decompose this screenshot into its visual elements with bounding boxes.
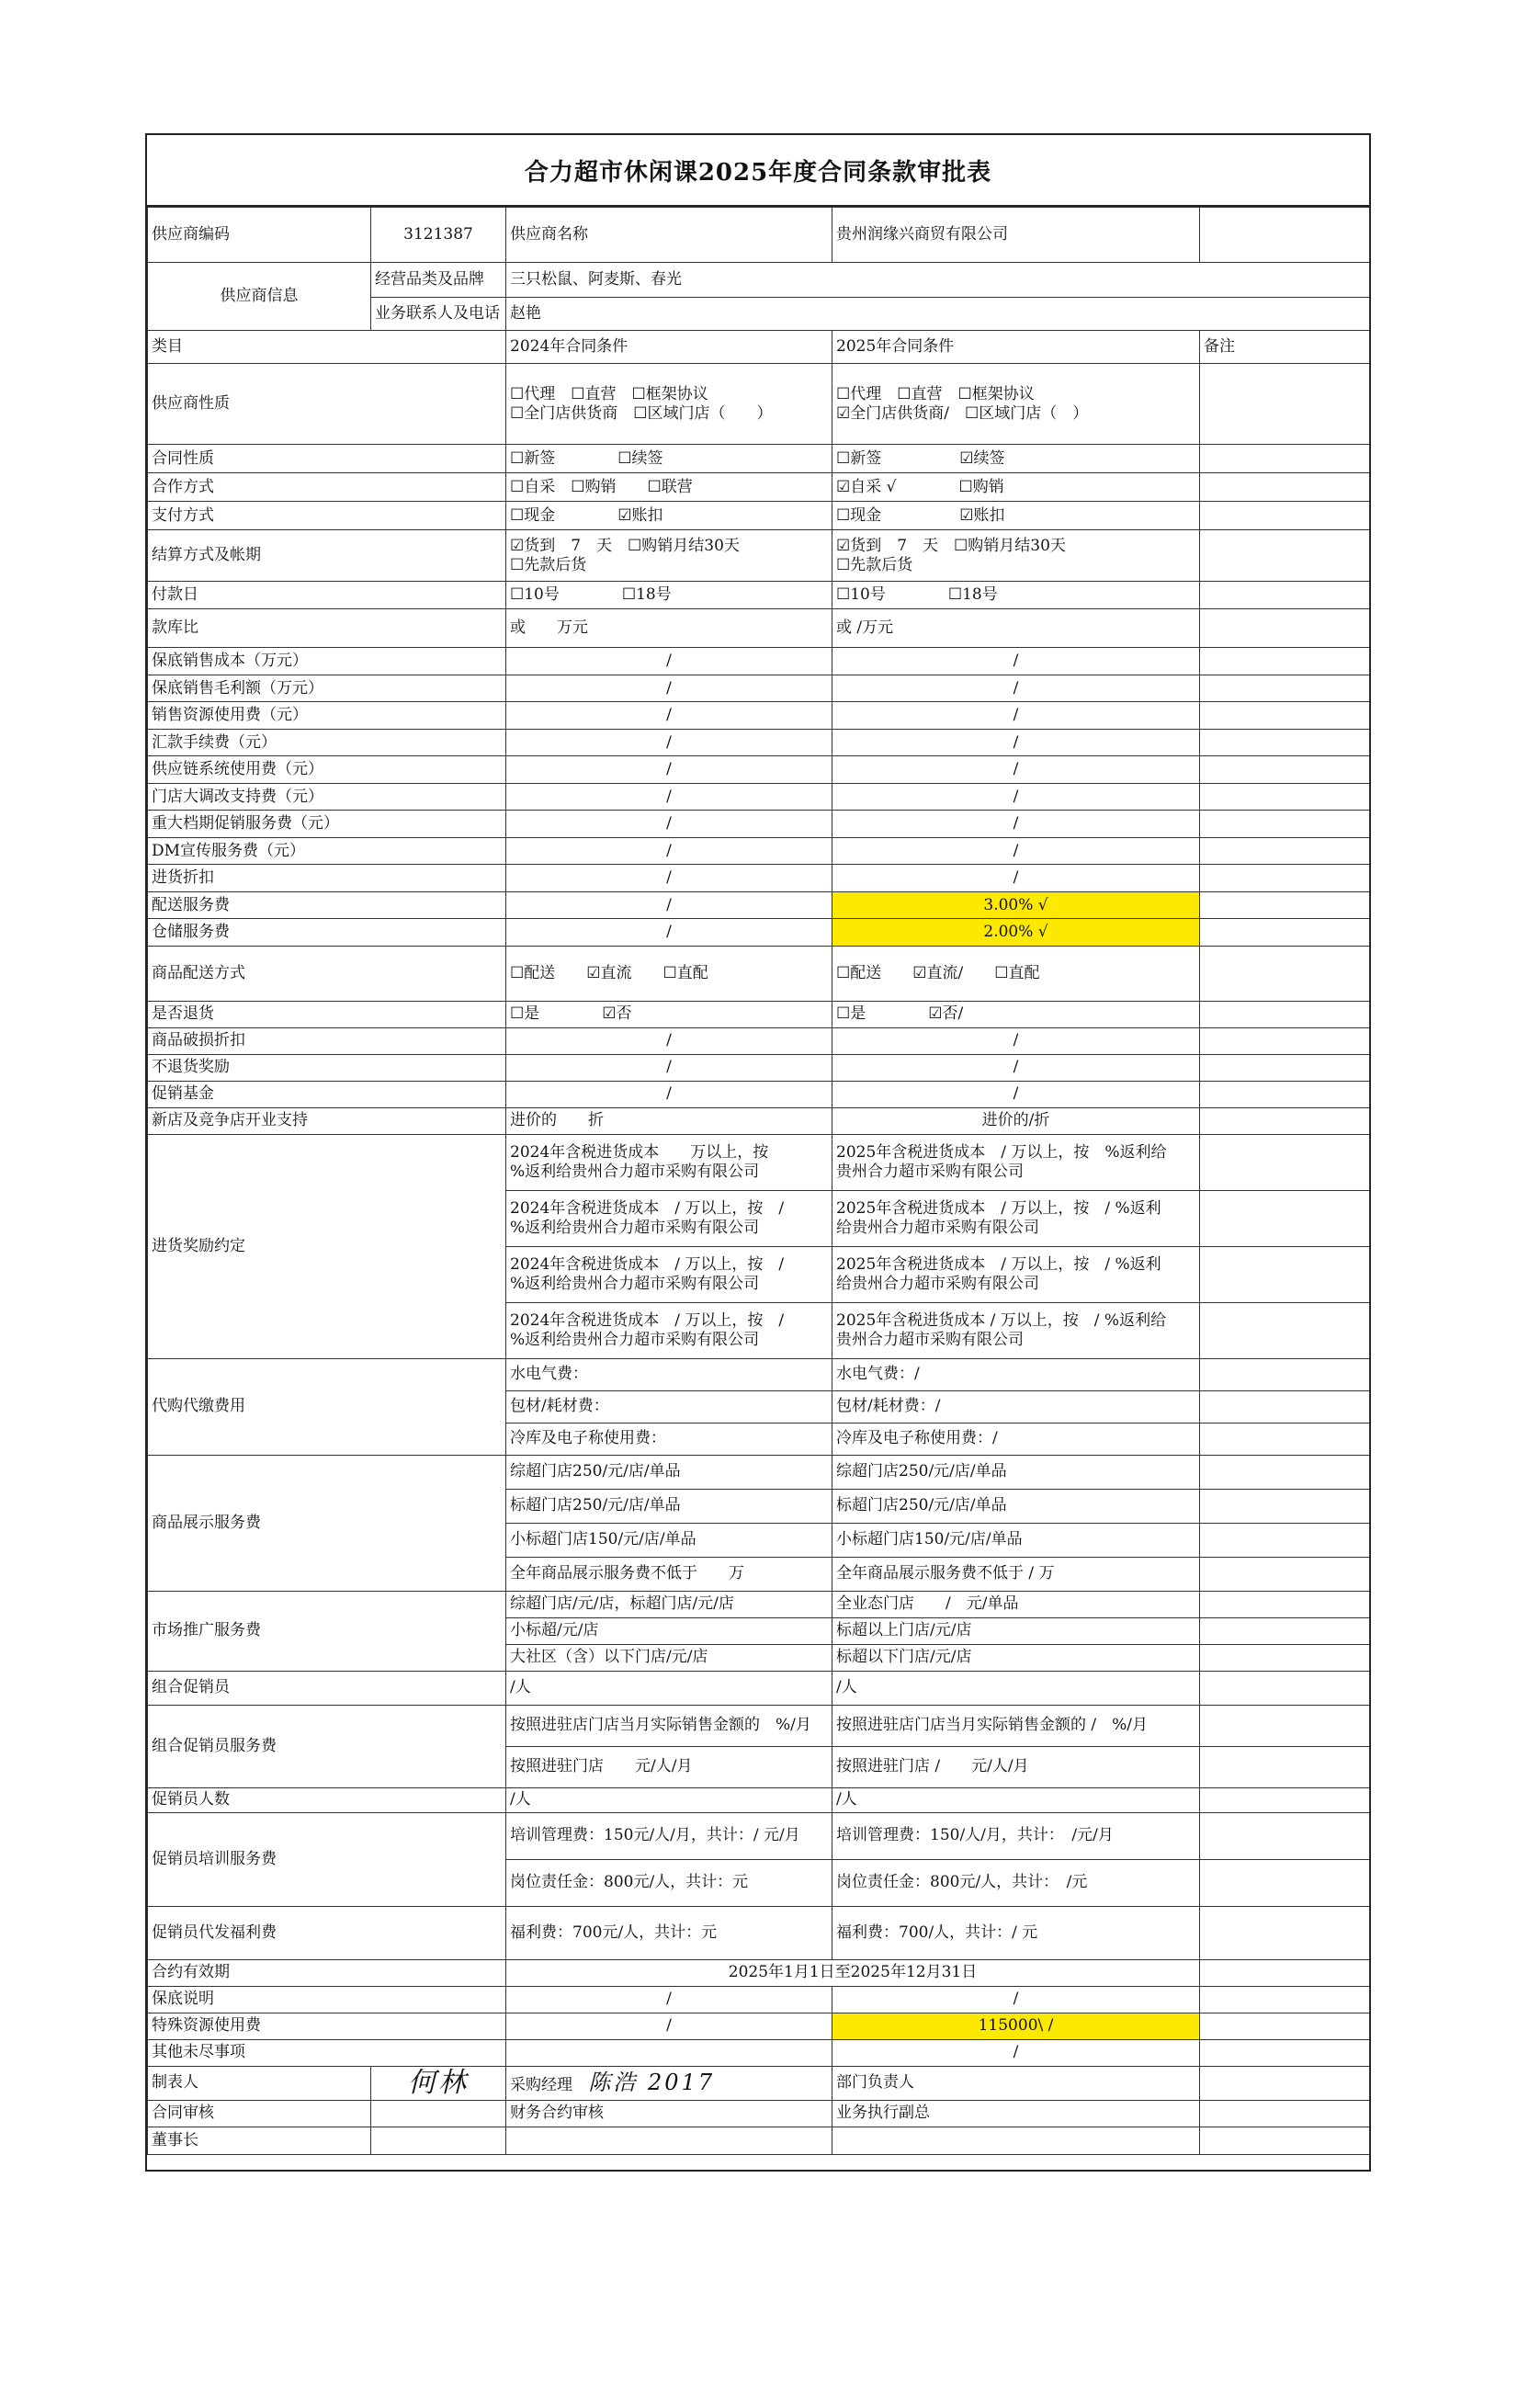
note-cell bbox=[1200, 445, 1370, 473]
fee-row bbox=[148, 756, 1370, 784]
y2025-header: 2025年合同条件 bbox=[832, 331, 1200, 364]
empty-cell bbox=[371, 2100, 506, 2127]
note-cell bbox=[1200, 1358, 1370, 1390]
y2024-header: 2024年合同条件 bbox=[506, 331, 832, 364]
rebate-2024-line1: 2024年含税进货成本 万以上，按 bbox=[510, 1143, 769, 1163]
rebate-2024 bbox=[506, 1246, 832, 1302]
sign-row bbox=[148, 2066, 1370, 2100]
fee-row bbox=[148, 811, 1370, 838]
note-cell bbox=[1200, 1644, 1370, 1671]
approval-form bbox=[145, 133, 1371, 2172]
agency-label: 代购代缴费用 bbox=[148, 1358, 506, 1455]
fee-label: 重大档期促销服务费（元） bbox=[148, 811, 506, 838]
special-label: 特殊资源使用费 bbox=[148, 2013, 506, 2039]
fee-label: 供应链系统使用费（元） bbox=[148, 756, 506, 784]
return-2024: ☐是 ☑否 bbox=[506, 1001, 832, 1027]
note-header: 备注 bbox=[1200, 331, 1370, 364]
misc-2024: / bbox=[506, 1081, 832, 1107]
fee-label: 汇款手续费（元） bbox=[148, 729, 506, 756]
nature-row bbox=[148, 364, 1370, 445]
rebate-2024-line1: 2024年含税进货成本 / 万以上，按 / bbox=[510, 1255, 785, 1275]
note-cell bbox=[1200, 1455, 1370, 1489]
new-store-2025: 进价的/折 bbox=[832, 1107, 1200, 1134]
fee-2025: / bbox=[832, 702, 1200, 730]
note-cell bbox=[1200, 756, 1370, 784]
guarantee-2024: / bbox=[506, 1986, 832, 2013]
welfare-label: 促销员代发福利费 bbox=[148, 1906, 506, 1959]
delivery-fee-2024: / bbox=[506, 891, 832, 919]
note-cell bbox=[1200, 582, 1370, 609]
rebate-2025-line2: 贵州合力超市采购有限公司 bbox=[836, 1162, 1024, 1181]
return-row bbox=[148, 1001, 1370, 1027]
supplier-info-row bbox=[148, 263, 1370, 298]
note-cell bbox=[1200, 1671, 1370, 1705]
empty-cell bbox=[506, 2127, 832, 2154]
group-promoter-2025: /人 bbox=[832, 1671, 1200, 1705]
misc-2025: / bbox=[832, 1054, 1200, 1081]
nature-2025 bbox=[832, 364, 1200, 445]
pay-mode-2024: ☐现金 ☑账扣 bbox=[506, 502, 832, 530]
note-cell bbox=[1200, 1906, 1370, 1959]
misc-row bbox=[148, 1054, 1370, 1081]
delivery-mode-2024: ☐配送 ☑直流 ☐直配 bbox=[506, 946, 832, 1001]
pay-day-label: 付款日 bbox=[148, 582, 506, 609]
fee-row bbox=[148, 865, 1370, 892]
note-cell bbox=[1200, 1591, 1370, 1617]
training-row bbox=[148, 1812, 1370, 1859]
fee-row bbox=[148, 729, 1370, 756]
pay-mode-row bbox=[148, 502, 1370, 530]
training-2025: 培训管理费：150/人/月，共计： /元/月 bbox=[832, 1812, 1200, 1859]
supplier-code: 3121387 bbox=[371, 208, 506, 263]
fee-2024: / bbox=[506, 865, 832, 892]
empty-cell bbox=[371, 2127, 506, 2154]
rebate-2024 bbox=[506, 1134, 832, 1190]
promoter-count-2025: /人 bbox=[832, 1787, 1200, 1812]
vp-label: 业务执行副总 bbox=[832, 2100, 1200, 2127]
fee-2025: / bbox=[832, 811, 1200, 838]
note-cell bbox=[1200, 891, 1370, 919]
settlement-2025-line1: ☑货到 7 天 ☐购销月结30天 bbox=[836, 537, 1066, 556]
contract-nature-2024: ☐新签 ☐续签 bbox=[506, 445, 832, 473]
note-cell bbox=[1200, 2127, 1370, 2154]
dept-label: 部门负责人 bbox=[832, 2066, 1200, 2100]
other-2025: / bbox=[832, 2039, 1200, 2066]
promoter-count-2024: /人 bbox=[506, 1787, 832, 1812]
note-cell bbox=[1200, 729, 1370, 756]
note-cell bbox=[1200, 1859, 1370, 1906]
note-cell bbox=[1200, 1557, 1370, 1591]
item-header: 类目 bbox=[148, 331, 506, 364]
fee-label: 销售资源使用费（元） bbox=[148, 702, 506, 730]
contact-value: 赵艳 bbox=[506, 298, 1370, 331]
other-row bbox=[148, 2039, 1370, 2066]
fee-2025: / bbox=[832, 756, 1200, 784]
note-cell bbox=[1200, 609, 1370, 648]
contract-nature-2025: ☐新签 ☑续签 bbox=[832, 445, 1200, 473]
note-cell bbox=[1200, 364, 1370, 445]
supplier-code-row bbox=[148, 208, 1370, 263]
marketing-2024: 小标超/元/店 bbox=[506, 1617, 832, 1644]
marketing-2024: 综超门店/元/店，标超门店/元/店 bbox=[506, 1591, 832, 1617]
fee-label: 保底销售毛利额（万元） bbox=[148, 675, 506, 702]
chair-row bbox=[148, 2127, 1370, 2154]
note-cell bbox=[1200, 783, 1370, 811]
delivery-mode-row bbox=[148, 946, 1370, 1001]
note-cell bbox=[1200, 1617, 1370, 1644]
display-2025: 综超门店250/元/店/单品 bbox=[832, 1455, 1200, 1489]
contract-nature-row bbox=[148, 445, 1370, 473]
pay-day-row bbox=[148, 582, 1370, 609]
manager-signature: 陈浩 2017 bbox=[588, 2070, 716, 2096]
display-2025: 标超门店250/元/店/单品 bbox=[832, 1489, 1200, 1523]
stock-2025: 或 /万元 bbox=[832, 609, 1200, 648]
group-promoter-row bbox=[148, 1671, 1370, 1705]
training-label: 促销员培训服务费 bbox=[148, 1812, 506, 1906]
rebate-2025-line1: 2025年含税进货成本 / 万以上，按 %返利给 bbox=[836, 1143, 1167, 1163]
rebate-2025-line2: 贵州合力超市采购有限公司 bbox=[836, 1330, 1024, 1349]
misc-2025: / bbox=[832, 1081, 1200, 1107]
delivery-mode-label: 商品配送方式 bbox=[148, 946, 506, 1001]
welfare-2024: 福利费：700元/人，共计：元 bbox=[506, 1906, 832, 1959]
fee-row bbox=[148, 783, 1370, 811]
agency-2024: 冷库及电子称使用费： bbox=[506, 1423, 832, 1455]
validity-row bbox=[148, 1959, 1370, 1986]
settlement-2024-line1: ☑货到 7 天 ☐购销月结30天 bbox=[510, 537, 740, 556]
agency-2024: 水电气费： bbox=[506, 1358, 832, 1390]
marketing-2025: 标超以下门店/元/店 bbox=[832, 1644, 1200, 1671]
agency-2025: 冷库及电子称使用费：/ bbox=[832, 1423, 1200, 1455]
note-cell bbox=[1200, 865, 1370, 892]
rebate-2025-line1: 2025年含税进货成本 / 万以上，按 / %返利给 bbox=[836, 1311, 1167, 1331]
note-cell bbox=[1200, 1812, 1370, 1859]
group-fee-label: 组合促销员服务费 bbox=[148, 1705, 506, 1787]
fee-2024: / bbox=[506, 675, 832, 702]
note-cell bbox=[1200, 2100, 1370, 2127]
fee-2024: / bbox=[506, 756, 832, 784]
storage-fee-row bbox=[148, 919, 1370, 947]
coop-2024: ☐自采 ☐购销 ☐联营 bbox=[506, 473, 832, 502]
note-cell bbox=[1200, 530, 1370, 582]
misc-row bbox=[148, 1027, 1370, 1054]
group-promoter-2024: /人 bbox=[506, 1671, 832, 1705]
validity-value: 2025年1月1日至2025年12月31日 bbox=[506, 1959, 1200, 1986]
note-cell bbox=[1200, 1001, 1370, 1027]
note-cell bbox=[1200, 473, 1370, 502]
fee-2024: / bbox=[506, 783, 832, 811]
stock-2024: 或 万元 bbox=[506, 609, 832, 648]
supplier-name: 贵州润缘兴商贸有限公司 bbox=[832, 208, 1200, 263]
training-2024: 培训管理费：150元/人/月，共计：/ 元/月 bbox=[506, 1812, 832, 1859]
review-label: 合同审核 bbox=[148, 2100, 371, 2127]
fee-2024: / bbox=[506, 837, 832, 865]
rebate-2024-line2: %返利给贵州合力超市采购有限公司 bbox=[510, 1218, 760, 1237]
settlement-row bbox=[148, 530, 1370, 582]
note-cell bbox=[1200, 1107, 1370, 1134]
fee-2024: / bbox=[506, 729, 832, 756]
rebate-2025 bbox=[832, 1134, 1200, 1190]
agency-2025: 包材/耗材费：/ bbox=[832, 1390, 1200, 1423]
note-cell bbox=[1200, 1081, 1370, 1107]
pay-mode-2025: ☐现金 ☑账扣 bbox=[832, 502, 1200, 530]
header-row bbox=[148, 331, 1370, 364]
pay-mode-label: 支付方式 bbox=[148, 502, 506, 530]
display-2024: 标超门店250/元/店/单品 bbox=[506, 1489, 832, 1523]
coop-2025: ☑自采 √ ☐购销 bbox=[832, 473, 1200, 502]
empty-cell bbox=[1200, 208, 1370, 263]
settlement-2025-line2: ☐先款后货 bbox=[836, 555, 913, 574]
misc-row bbox=[148, 1081, 1370, 1107]
form-title: 合力超市休闲课2025年度合同条款审批表 bbox=[147, 135, 1369, 207]
note-cell bbox=[1200, 1190, 1370, 1246]
note-cell bbox=[1200, 837, 1370, 865]
note-cell bbox=[1200, 946, 1370, 1001]
pay-day-2025: ☐10号 ☐18号 bbox=[832, 582, 1200, 609]
rebate-2025 bbox=[832, 1246, 1200, 1302]
misc-label: 促销基金 bbox=[148, 1081, 506, 1107]
note-cell bbox=[1200, 1027, 1370, 1054]
rebate-2025-line2: 给贵州合力超市采购有限公司 bbox=[836, 1274, 1039, 1293]
chair-label: 董事长 bbox=[148, 2127, 371, 2154]
display-label: 商品展示服务费 bbox=[148, 1455, 506, 1591]
storage-fee-2025: 2.00% √ bbox=[832, 919, 1200, 947]
note-cell bbox=[1200, 1523, 1370, 1557]
rebate-2024-line1: 2024年含税进货成本 / 万以上，按 / bbox=[510, 1199, 785, 1219]
marketing-label: 市场推广服务费 bbox=[148, 1591, 506, 1671]
fee-2025: / bbox=[832, 729, 1200, 756]
fee-2025: / bbox=[832, 837, 1200, 865]
note-cell bbox=[1200, 1705, 1370, 1746]
note-cell bbox=[1200, 1787, 1370, 1812]
misc-label: 商品破损折扣 bbox=[148, 1027, 506, 1054]
fee-2025: / bbox=[832, 865, 1200, 892]
note-cell bbox=[1200, 811, 1370, 838]
nature-2024-line1: ☐代理 ☐直营 ☐框架协议 bbox=[510, 385, 708, 404]
note-cell bbox=[1200, 675, 1370, 702]
note-cell bbox=[1200, 1423, 1370, 1455]
contract-nature-label: 合同性质 bbox=[148, 445, 506, 473]
fee-2025: / bbox=[832, 783, 1200, 811]
rebate-label: 进货奖励约定 bbox=[148, 1134, 506, 1358]
new-store-2024: 进价的 折 bbox=[506, 1107, 832, 1134]
fee-row bbox=[148, 675, 1370, 702]
note-cell bbox=[1200, 1489, 1370, 1523]
note-cell bbox=[1200, 1302, 1370, 1358]
settlement-2024-line2: ☐先款后货 bbox=[510, 555, 587, 574]
validity-label: 合约有效期 bbox=[148, 1959, 506, 1986]
marketing-2024: 大社区（含）以下门店/元/店 bbox=[506, 1644, 832, 1671]
rebate-2025 bbox=[832, 1302, 1200, 1358]
coop-row bbox=[148, 473, 1370, 502]
fee-2024: / bbox=[506, 811, 832, 838]
maker-label: 制表人 bbox=[148, 2066, 371, 2100]
note-cell bbox=[1200, 1134, 1370, 1190]
misc-2025: / bbox=[832, 1027, 1200, 1054]
fee-2024: / bbox=[506, 702, 832, 730]
nature-2024-line2: ☐全门店供货商 ☐区域门店（ ） bbox=[510, 403, 773, 423]
display-2025: 全年商品展示服务费不低于 / 万 bbox=[832, 1557, 1200, 1591]
note-cell bbox=[1200, 648, 1370, 675]
note-cell bbox=[1200, 1054, 1370, 1081]
manager-cell bbox=[506, 2066, 832, 2100]
welfare-2025: 福利费：700/人，共计：/ 元 bbox=[832, 1906, 1200, 1959]
supplier-code-label: 供应商编码 bbox=[148, 208, 371, 263]
fee-label: DM宣传服务费（元） bbox=[148, 837, 506, 865]
category-value: 三只松鼠、阿麦斯、春光 bbox=[506, 263, 1370, 298]
delivery-fee-row bbox=[148, 891, 1370, 919]
marketing-row bbox=[148, 1591, 1370, 1617]
group-fee-row bbox=[148, 1705, 1370, 1746]
training-2024: 岗位责任金：800元/人，共计：元 bbox=[506, 1859, 832, 1906]
display-row bbox=[148, 1455, 1370, 1489]
guarantee-2025: / bbox=[832, 1986, 1200, 2013]
misc-2024: / bbox=[506, 1027, 832, 1054]
review-row bbox=[148, 2100, 1370, 2127]
nature-label: 供应商性质 bbox=[148, 364, 506, 445]
rebate-2024-line2: %返利给贵州合力超市采购有限公司 bbox=[510, 1274, 760, 1293]
maker-signature: 何林 bbox=[371, 2066, 506, 2100]
display-2024: 小标超门店150/元/店/单品 bbox=[506, 1523, 832, 1557]
settlement-2025 bbox=[832, 530, 1200, 582]
fee-label: 进货折扣 bbox=[148, 865, 506, 892]
rebate-2025 bbox=[832, 1190, 1200, 1246]
guarantee-row bbox=[148, 1986, 1370, 2013]
fee-label: 门店大调改支持费（元） bbox=[148, 783, 506, 811]
training-2025: 岗位责任金：800元/人，共计： /元 bbox=[832, 1859, 1200, 1906]
new-store-row bbox=[148, 1107, 1370, 1134]
fee-row bbox=[148, 648, 1370, 675]
other-2024 bbox=[506, 2039, 832, 2066]
nature-2025-line2: ☑全门店供货商/ ☐区域门店（ ） bbox=[836, 403, 1089, 423]
supplier-name-label: 供应商名称 bbox=[506, 208, 832, 263]
display-2025: 小标超门店150/元/店/单品 bbox=[832, 1523, 1200, 1557]
new-store-label: 新店及竞争店开业支持 bbox=[148, 1107, 506, 1134]
finance-label: 财务合约审核 bbox=[506, 2100, 832, 2127]
note-cell bbox=[1200, 1246, 1370, 1302]
delivery-fee-2025: 3.00% √ bbox=[832, 891, 1200, 919]
note-cell bbox=[1200, 2013, 1370, 2039]
rebate-2024 bbox=[506, 1302, 832, 1358]
nature-2025-line1: ☐代理 ☐直营 ☐框架协议 bbox=[836, 385, 1035, 404]
settlement-2024 bbox=[506, 530, 832, 582]
terms-table bbox=[147, 207, 1370, 2155]
promoter-count-label: 促销员人数 bbox=[148, 1787, 506, 1812]
misc-2024: / bbox=[506, 1054, 832, 1081]
note-cell bbox=[1200, 1746, 1370, 1787]
note-cell bbox=[1200, 702, 1370, 730]
rebate-2025-line1: 2025年含税进货成本 / 万以上，按 / %返利 bbox=[836, 1199, 1161, 1219]
other-label: 其他未尽事项 bbox=[148, 2039, 506, 2066]
category-label: 经营品类及品牌 bbox=[371, 263, 506, 298]
pay-day-2024: ☐10号 ☐18号 bbox=[506, 582, 832, 609]
special-2025: 115000\ / bbox=[832, 2013, 1200, 2039]
display-2024: 综超门店250/元/店/单品 bbox=[506, 1455, 832, 1489]
stock-row bbox=[148, 609, 1370, 648]
rebate-2024-line2: %返利给贵州合力超市采购有限公司 bbox=[510, 1162, 760, 1181]
fee-label: 保底销售成本（万元） bbox=[148, 648, 506, 675]
settlement-label: 结算方式及帐期 bbox=[148, 530, 506, 582]
supplier-info-label: 供应商信息 bbox=[148, 263, 371, 331]
group-fee-2024: 按照进驻店门店当月实际销售金额的 %/月 bbox=[506, 1705, 832, 1746]
rebate-2024 bbox=[506, 1190, 832, 1246]
agency-row bbox=[148, 1358, 1370, 1390]
note-cell bbox=[1200, 1390, 1370, 1423]
manager-label: 采购经理 bbox=[510, 2076, 572, 2095]
return-label: 是否退货 bbox=[148, 1001, 506, 1027]
agency-2024: 包材/耗材费： bbox=[506, 1390, 832, 1423]
fee-2024: / bbox=[506, 648, 832, 675]
rebate-2024-line1: 2024年含税进货成本 / 万以上，按 / bbox=[510, 1311, 785, 1331]
note-cell bbox=[1200, 919, 1370, 947]
special-2024: / bbox=[506, 2013, 832, 2039]
storage-fee-2024: / bbox=[506, 919, 832, 947]
contact-label: 业务联系人及电话 bbox=[371, 298, 506, 331]
display-2024: 全年商品展示服务费不低于 万 bbox=[506, 1557, 832, 1591]
stock-label: 款库比 bbox=[148, 609, 506, 648]
coop-label: 合作方式 bbox=[148, 473, 506, 502]
welfare-row bbox=[148, 1906, 1370, 1959]
fee-2025: / bbox=[832, 675, 1200, 702]
note-cell bbox=[1200, 2039, 1370, 2066]
delivery-fee-label: 配送服务费 bbox=[148, 891, 506, 919]
fee-row bbox=[148, 837, 1370, 865]
group-promoter-label: 组合促销员 bbox=[148, 1671, 506, 1705]
delivery-mode-2025: ☐配送 ☑直流/ ☐直配 bbox=[832, 946, 1200, 1001]
misc-label: 不退货奖励 bbox=[148, 1054, 506, 1081]
promoter-count-row bbox=[148, 1787, 1370, 1812]
return-2025: ☐是 ☑否/ bbox=[832, 1001, 1200, 1027]
group-fee-2025: 按照进驻门店 / 元/人/月 bbox=[832, 1746, 1200, 1787]
note-cell bbox=[1200, 2066, 1370, 2100]
group-fee-2024: 按照进驻门店 元/人/月 bbox=[506, 1746, 832, 1787]
fee-row bbox=[148, 702, 1370, 730]
note-cell bbox=[1200, 1986, 1370, 2013]
fee-2025: / bbox=[832, 648, 1200, 675]
empty-cell bbox=[832, 2127, 1200, 2154]
nature-2024 bbox=[506, 364, 832, 445]
special-row bbox=[148, 2013, 1370, 2039]
note-cell bbox=[1200, 502, 1370, 530]
rebate-2025-line2: 给贵州合力超市采购有限公司 bbox=[836, 1218, 1039, 1237]
rebate-row bbox=[148, 1134, 1370, 1190]
marketing-2025: 全业态门店 / 元/单品 bbox=[832, 1591, 1200, 1617]
group-fee-2025: 按照进驻店门店当月实际销售金额的 / %/月 bbox=[832, 1705, 1200, 1746]
marketing-2025: 标超以上门店/元/店 bbox=[832, 1617, 1200, 1644]
rebate-2025-line1: 2025年含税进货成本 / 万以上，按 / %返利 bbox=[836, 1255, 1161, 1275]
note-cell bbox=[1200, 1959, 1370, 1986]
agency-2025: 水电气费：/ bbox=[832, 1358, 1200, 1390]
guarantee-label: 保底说明 bbox=[148, 1986, 506, 2013]
rebate-2024-line2: %返利给贵州合力超市采购有限公司 bbox=[510, 1330, 760, 1349]
storage-fee-label: 仓储服务费 bbox=[148, 919, 506, 947]
